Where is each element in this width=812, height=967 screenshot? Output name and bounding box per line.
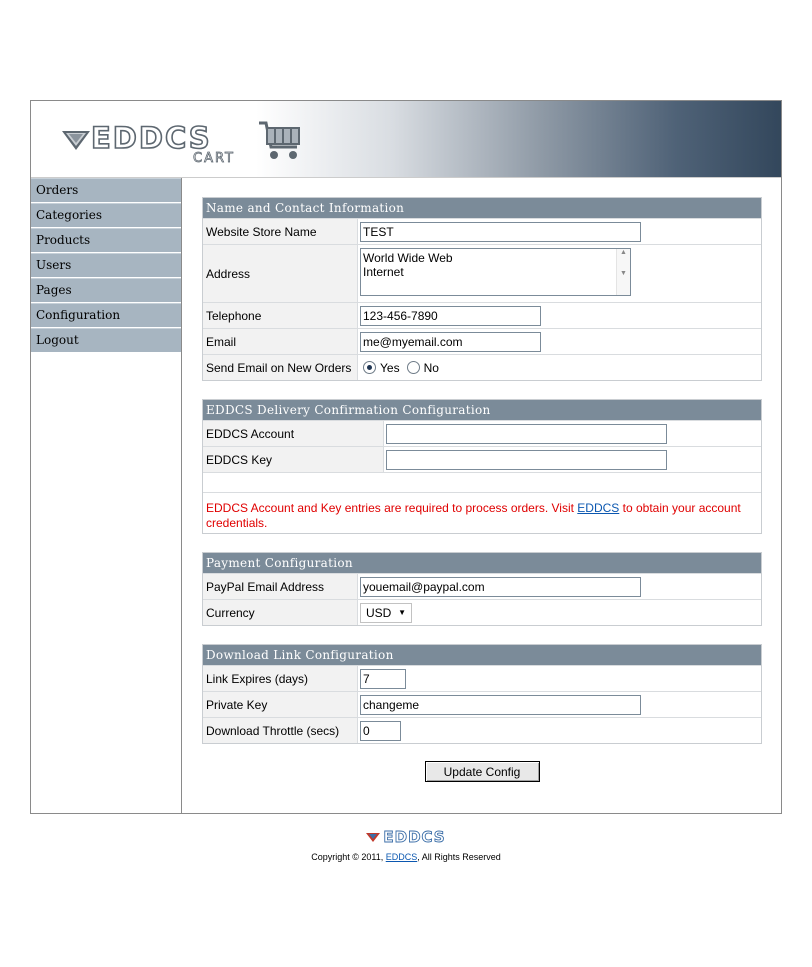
- currency-row: [203, 599, 761, 625]
- field-label: Telephone: [203, 303, 358, 328]
- paypal-email-row: [203, 573, 761, 599]
- field-label: Download Throttle (secs): [203, 718, 358, 743]
- sidebar-nav: [31, 178, 182, 814]
- copyright-text-end: , All Rights Reserved: [417, 852, 501, 862]
- logo-subtext: CART: [193, 151, 235, 166]
- sidebar-item-pages[interactable]: Pages: [31, 278, 181, 303]
- field-label: Currency: [203, 600, 358, 625]
- sidebar-item-products[interactable]: Products: [31, 228, 181, 253]
- private-key-input[interactable]: [360, 695, 641, 715]
- currency-value: USD: [366, 605, 392, 620]
- footer-logo-text: EDDCS: [383, 828, 446, 846]
- email-row: [203, 328, 761, 354]
- address-textarea[interactable]: [360, 248, 631, 296]
- eddcs-key-input[interactable]: [386, 450, 667, 470]
- field-label: Link Expires (days): [203, 666, 358, 691]
- field-label: Private Key: [203, 692, 358, 717]
- field-label: Send Email on New Orders: [203, 355, 358, 380]
- sidebar-item-logout[interactable]: Logout: [31, 328, 181, 353]
- notice-text-end: to obtain your account credentials.: [206, 501, 741, 530]
- eddcs-account-input[interactable]: [386, 424, 667, 444]
- field-label: Website Store Name: [203, 219, 358, 244]
- section-title: Name and Contact Information: [203, 198, 761, 218]
- field-label: EDDCS Account: [203, 421, 384, 446]
- download-throttle-row: [203, 717, 761, 743]
- eddcs-account-row: [203, 420, 761, 446]
- notice-text: EDDCS Account and Key entries are required to process orders. Visit: [206, 501, 578, 515]
- logo-text: EDDCS: [91, 121, 212, 155]
- store-name-row: [203, 218, 761, 244]
- telephone-row: [203, 302, 761, 328]
- footer: [0, 828, 812, 862]
- shield-icon: [61, 129, 91, 151]
- credentials-notice: [203, 472, 761, 533]
- telephone-input[interactable]: [360, 306, 541, 326]
- section-title: EDDCS Delivery Confirmation Configuration: [203, 400, 761, 420]
- currency-select[interactable]: [360, 603, 412, 623]
- delivery-section: [202, 399, 762, 534]
- header-banner: [31, 101, 781, 178]
- footer-eddcs-link[interactable]: EDDCS: [385, 852, 418, 862]
- send-email-row: [203, 354, 761, 380]
- download-section: [202, 644, 762, 744]
- address-row: [203, 244, 761, 302]
- section-title: Payment Configuration: [203, 553, 761, 573]
- field-label: PayPal Email Address: [203, 574, 358, 599]
- radio-label-yes: Yes: [380, 360, 400, 375]
- contact-section: [202, 197, 762, 381]
- section-title: Download Link Configuration: [203, 645, 761, 665]
- store-name-input[interactable]: [360, 222, 641, 242]
- copyright-text: Copyright © 2011,: [311, 852, 386, 862]
- sidebar-item-users[interactable]: Users: [31, 253, 181, 278]
- update-config-button[interactable]: Update Config: [425, 761, 540, 782]
- field-label: Email: [203, 329, 358, 354]
- chevron-down-icon: ▼: [398, 608, 406, 617]
- private-key-row: [203, 691, 761, 717]
- textarea-scrollbar[interactable]: ▲ ▼: [616, 249, 630, 295]
- shield-icon: [366, 832, 380, 843]
- shopping-cart-icon: [257, 119, 305, 163]
- sidebar-item-configuration[interactable]: Configuration: [31, 303, 181, 328]
- copyright: [0, 852, 812, 862]
- payment-section: [202, 552, 762, 626]
- field-label: EDDCS Key: [203, 447, 384, 472]
- email-input[interactable]: [360, 332, 541, 352]
- config-form: [202, 197, 762, 782]
- eddcs-key-row: [203, 446, 761, 472]
- sidebar-item-categories[interactable]: Categories: [31, 203, 181, 228]
- paypal-email-input[interactable]: [360, 577, 641, 597]
- main-frame: [30, 100, 782, 814]
- link-expires-input[interactable]: [360, 669, 406, 689]
- link-expires-row: [203, 665, 761, 691]
- sidebar-item-orders[interactable]: Orders: [31, 178, 181, 203]
- download-throttle-input[interactable]: [360, 721, 401, 741]
- field-label: Address: [203, 245, 358, 302]
- eddcs-link[interactable]: EDDCS: [577, 501, 620, 515]
- radio-label-no: No: [423, 360, 439, 375]
- send-email-no-radio[interactable]: [407, 361, 420, 374]
- footer-logo: [366, 828, 445, 846]
- send-email-yes-radio[interactable]: [363, 361, 376, 374]
